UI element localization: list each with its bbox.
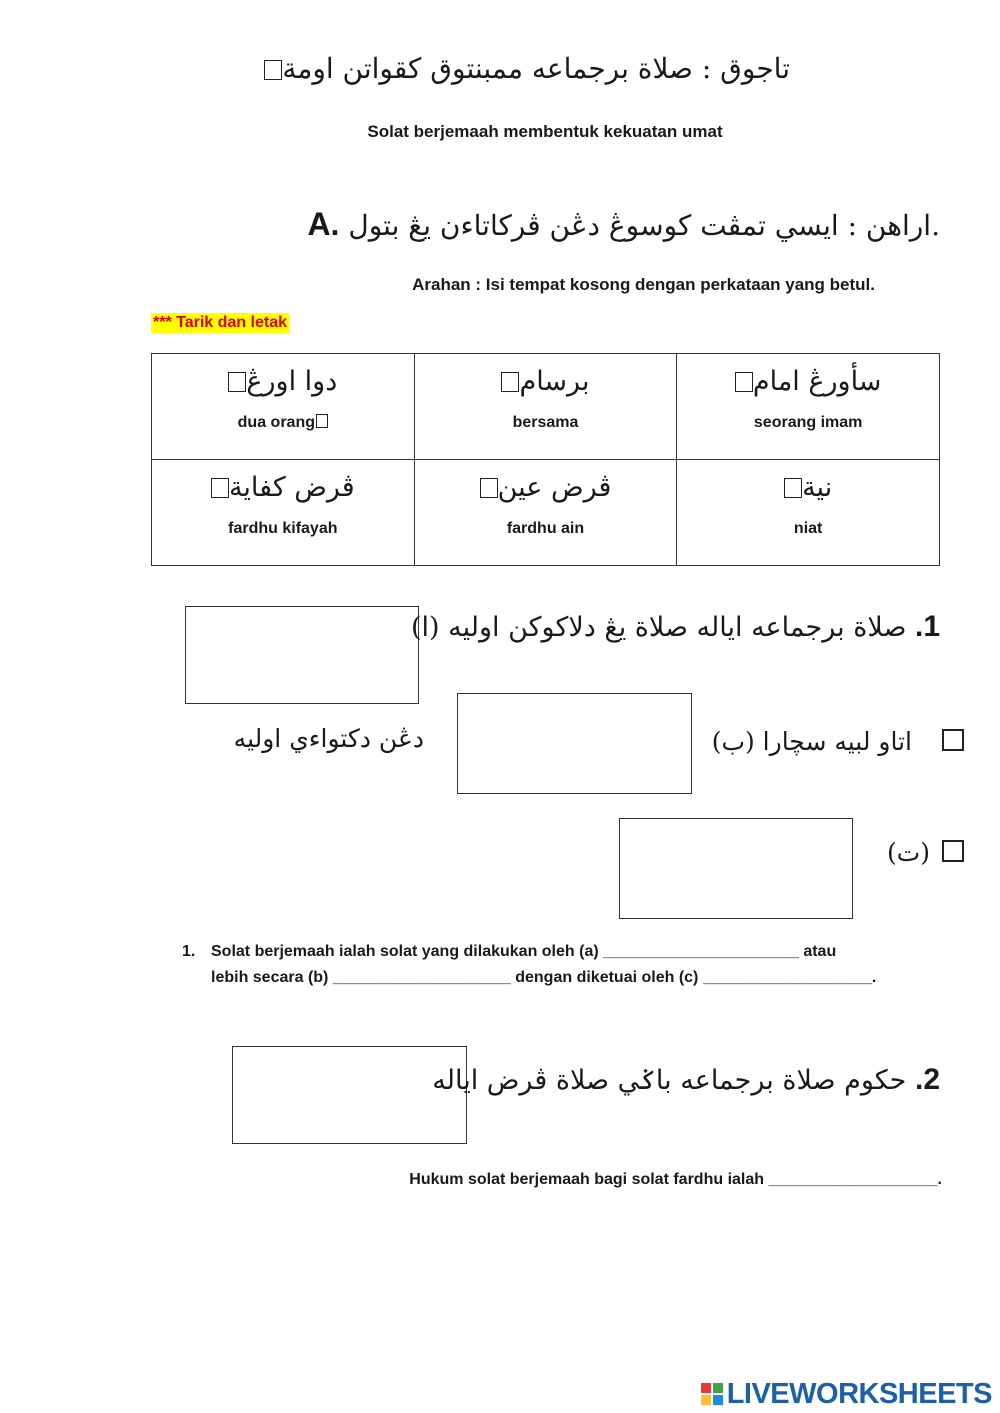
glyph-box-icon (228, 372, 246, 392)
question-1-rumi (182, 939, 942, 991)
question-1c-label: (ت) (886, 838, 930, 867)
section-letter: A. (307, 206, 340, 242)
question-number: 2. (914, 1063, 940, 1096)
word-bank-row (152, 460, 940, 566)
word-tile[interactable] (414, 460, 677, 566)
worksheet-title (282, 52, 790, 85)
title-text: تاجوق : صلاة برجماعه ممبنتوق كقواتن اومة (282, 52, 790, 85)
word-rumi: fardhu ain (506, 520, 585, 537)
logo-text: LIVEWORKSHEETS (726, 1378, 992, 1410)
rumi-number: 1. (182, 943, 196, 960)
word-tile[interactable] (677, 354, 940, 460)
word-ar: برسام (415, 366, 677, 404)
glyph-box-icon (735, 372, 753, 392)
word-ar: ڤرض عين (415, 472, 677, 510)
word-tile[interactable] (152, 354, 415, 460)
question-1 (411, 610, 940, 644)
word-tile[interactable] (414, 354, 677, 460)
answer-box-1b[interactable] (457, 693, 692, 794)
question-1b-prefix: اتاو لبيه سچارا (ب) (711, 727, 912, 756)
glyph-box-icon (501, 372, 519, 392)
word-ar: نية (677, 472, 939, 510)
question-number: 1. (914, 610, 940, 643)
glyph-box-icon (316, 414, 328, 428)
word-rumi: dua orang (152, 414, 414, 432)
drag-hint: *** Tarik dan letak (153, 314, 287, 331)
worksheet-subtitle: Solat berjemaah membentuk kekuatan umat (367, 122, 723, 141)
question-1-text: صلاة برجماعه اياله صلاة يڠ دلاكوكن اوليه (ا) (410, 612, 907, 643)
word-rumi: niat (793, 520, 823, 537)
glyph-box-icon (784, 478, 802, 498)
section-a-heading (307, 206, 940, 243)
word-tile[interactable] (152, 460, 415, 566)
word-rumi: bersama (512, 414, 579, 431)
glyph-box-icon (480, 478, 498, 498)
word-ar: سأورڠ امام (677, 366, 939, 404)
question-1b-suffix: دڠن دكتواءي اوليه (233, 724, 424, 753)
question-1-rumi-line: 1. Solat berjemaah ialah solat yang dilakukan oleh (a) ______________________ atau (182, 939, 942, 965)
answer-box-1a[interactable] (185, 606, 419, 704)
glyph-box-icon (942, 840, 964, 862)
question-1-rumi-line: lebih secara (b) ____________________ dengan diketuai oleh (c) ___________________. (211, 969, 877, 986)
answer-box-1c[interactable] (619, 818, 853, 919)
question-2-rumi: Hukum solat berjemaah bagi solat fardhu ialah ___________________. (409, 1171, 942, 1188)
word-rumi: seorang imam (753, 414, 863, 431)
liveworksheets-logo (701, 1378, 992, 1411)
logo-mark-icon (701, 1383, 725, 1407)
word-bank-row (152, 354, 940, 460)
glyph-box-icon (264, 60, 282, 80)
word-tile[interactable] (677, 460, 940, 566)
word-ar: دوا اورڠ (152, 366, 414, 404)
section-instruction-ar: اراهن : ايسي تمڤت كوسوڠ دڠن ڤركاتاءن يڠ بتول. (348, 209, 940, 242)
glyph-box-icon (211, 478, 229, 498)
glyph-box-icon (942, 729, 964, 751)
section-instruction: Arahan : Isi tempat kosong dengan perkataan yang betul. (412, 275, 875, 294)
question-2-text: حكوم صلاة برجماعه باݢي صلاة ڤرض اياله (432, 1065, 907, 1096)
word-bank (151, 353, 940, 566)
word-rumi: fardhu kifayah (228, 520, 338, 537)
question-2 (432, 1063, 940, 1097)
word-ar: ڤرض كفاية (152, 472, 414, 510)
